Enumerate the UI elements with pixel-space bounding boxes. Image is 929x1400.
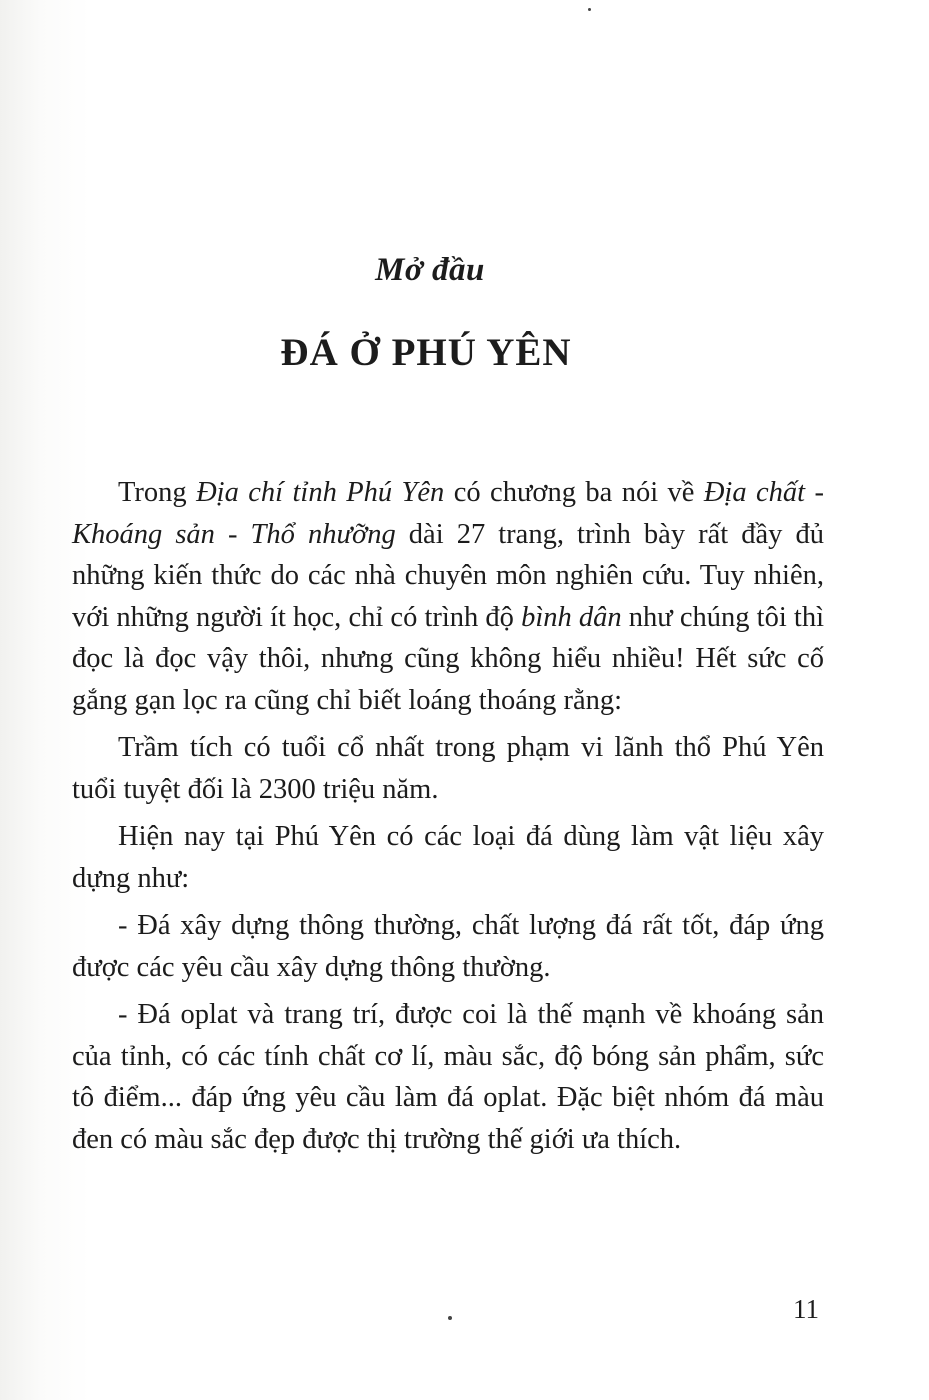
text-run: Trong — [118, 477, 197, 508]
text-run: như chúng tôi thì đọc là đọc vậy thôi, nhưng cũng không hiểu nhiều! Hết sức cố gắng gạn lọc ra cũng chỉ biết loáng thoáng rằng: — [72, 601, 824, 716]
paragraph-intro — [72, 472, 824, 721]
italic-run: Địa chất - Khoáng sản - Thổ nhưỡng — [72, 477, 824, 550]
text-run: có chương ba nói về — [444, 477, 704, 508]
page-number: 11 — [793, 1294, 819, 1324]
ink-speck — [588, 8, 591, 11]
text-run: dài 27 trang, trình bày rất đầy đủ những kiến thức do các nhà chuyên môn nghiên cứu. Tuy nhiên, với những người ít học, chỉ có trình độ — [72, 518, 824, 633]
ink-speck — [448, 1316, 452, 1320]
paragraph-materials: Hiện nay tại Phú Yên có các loại đá dùng làm vật liệu xây dựng như: — [72, 821, 824, 894]
chapter-label: Mở đầu — [375, 252, 485, 288]
list-item-construction-stone: - Đá xây dựng thông thường, chất lượng đá rất tốt, đáp ứng được các yêu cầu xây dựng thông thường. — [72, 910, 824, 983]
italic-run: Địa chí tỉnh Phú Yên — [196, 477, 445, 508]
italic-run: bình dân — [521, 601, 622, 633]
body-text — [72, 472, 824, 1166]
chapter-title: ĐÁ Ở PHÚ YÊN — [280, 331, 572, 374]
paragraph-sediment: Trầm tích có tuổi cổ nhất trong phạm vi lãnh thổ Phú Yên tuổi tuyệt đối là 2300 triệu năm. — [72, 732, 824, 805]
list-item-decorative-stone: - Đá oplat và trang trí, được coi là thế mạnh về khoáng sản của tỉnh, có các tính chất cơ lí, màu sắc, độ bóng sản phẩm, sức tô điểm... đáp ứng yêu cầu làm đá oplat. Đặc biệt nhóm đá màu đen có màu sắc đẹp được thị trường thế giới ưa thích. — [72, 999, 824, 1155]
